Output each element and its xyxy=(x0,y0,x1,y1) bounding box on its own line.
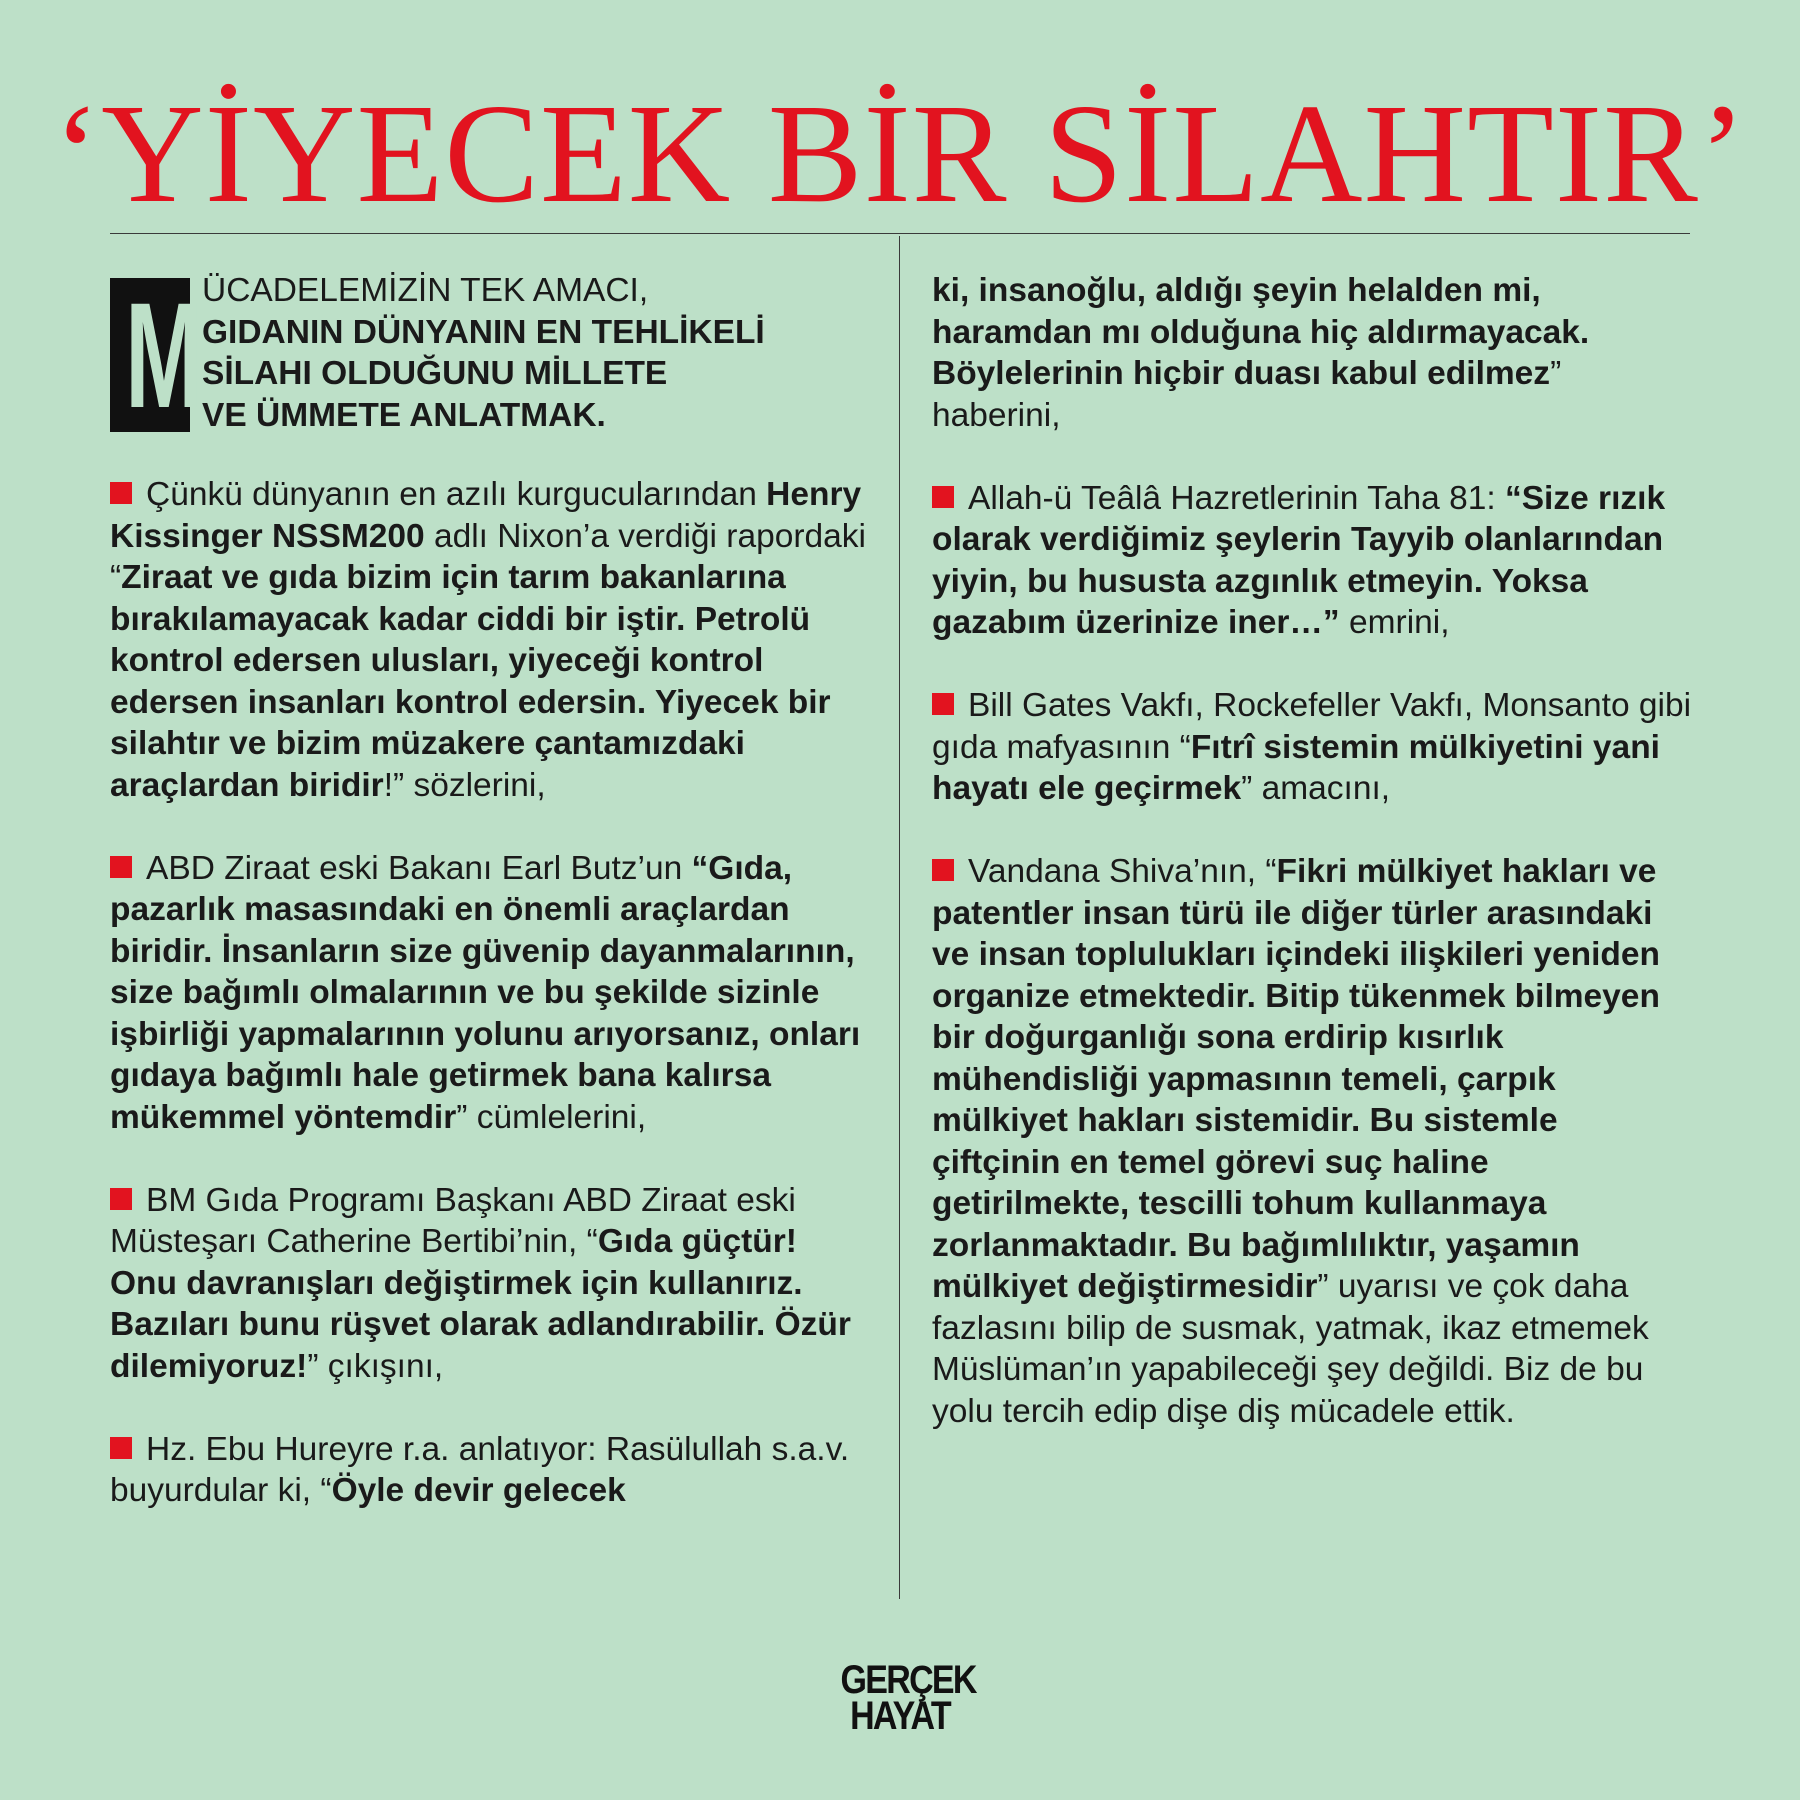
intro-bold-line: GIDANIN DÜNYANIN EN TEHLİKELİ xyxy=(202,313,765,351)
text: Vandana Shiva’nın, “ xyxy=(968,853,1277,890)
text: Bill Gates Vakfı, Rockefeller Vakfı, Monsanto gibi gıda mafyasının “ xyxy=(932,687,1692,766)
text: Allah-ü Teâlâ Hazretlerinin Taha 81: xyxy=(968,479,1505,517)
text: emrini, xyxy=(1339,604,1450,641)
logo-line: GERÇEK xyxy=(840,1658,976,1702)
drop-cap-letter: M xyxy=(125,271,203,439)
intro-bold-line: SİLAHI OLDUĞUNU MİLLETE xyxy=(202,355,668,392)
bullet-square-icon xyxy=(932,859,954,881)
left-column xyxy=(110,270,870,1553)
text: ” amacını, xyxy=(1241,770,1391,807)
gercek-hayat-logo xyxy=(830,1658,976,1738)
paragraph-kissinger xyxy=(110,474,870,806)
page-title: ‘YİYECEK BİR SİLAHTIR’ xyxy=(52,74,1748,232)
paragraph-hadith xyxy=(110,1429,870,1512)
intro-line: ÜCADELEMİZİN TEK AMACI, xyxy=(202,272,649,309)
text: Hz. Ebu Hureyre r.a. anlatıyor: Rasülullah s.a.v. buyurdular ki, “ xyxy=(110,1430,850,1509)
bullet-square-icon xyxy=(110,1188,132,1210)
bullet-square-icon xyxy=(110,482,132,504)
drop-cap xyxy=(110,271,203,439)
quote-text: Ziraat ve gıda bizim için tarım bakanlarına bırakılamayacak kadar ciddi bir iştir. Petrolü kontrol edersen ulusları, yiyeceği kontrol edersen insanları kontrol edersin. Yiyecek bir silahtır ve bizim müzakere çantamızdaki araçlardan biridir xyxy=(110,559,831,804)
paragraph-foundations xyxy=(932,685,1692,810)
text: ” uyarısı ve çok daha fazlasını bilip de susmak, yatmak, ikaz etmemek Müslüman’ın yapabileceği şey değildi. Biz de bu yolu tercih edip dişe diş mücadele ettik. xyxy=(932,1268,1649,1430)
text: !” sözlerini, xyxy=(383,766,546,804)
intro-block xyxy=(110,270,870,439)
quote-text: Fıtrî sistemin mülkiyetini yani hayatı ele geçirmek xyxy=(932,728,1660,807)
paragraph-butz xyxy=(110,848,870,1139)
quote-text: ki, insanoğlu, aldığı şeyin helalden mi, haramdan mı olduğuna hiç aldırmayacak. Böylelerinin hiçbir duası kabul edilmez xyxy=(932,272,1590,392)
paragraph-bertibi xyxy=(110,1180,870,1388)
bullet-square-icon xyxy=(932,693,954,715)
logo-line: HAYAT xyxy=(850,1694,950,1738)
quote-text: Gıda güçtür! Onu davranışları değiştirmek için kullanırız. Bazıları bunu rüşvet olarak adlandırabilir. Özür dilemiyoruz! xyxy=(110,1223,851,1385)
intro-bold-line: VE ÜMMETE ANLATMAK. xyxy=(202,396,606,434)
title-divider xyxy=(110,233,1690,234)
quote-text: “Size rızık olarak verdiğimiz şeylerin Tayyib olanlarından yiyin, bu hususta azgınlık etmeyin. Yoksa gazabım üzerinize iner…” xyxy=(932,479,1666,641)
text: ” çıkışını, xyxy=(307,1347,444,1385)
quote-text: Öyle devir gelecek xyxy=(331,1472,626,1509)
quote-text: Fikri mülkiyet hakları ve patentler insan türü ile diğer türler arasındaki ve insan toplulukları içindeki ilişkileri yeniden organize etmektedir. Bitip tükenmek bilmeyen bir doğurganlığı sona erdirip kısırlık mühendisliği yapmasının temeli, çarpık mülkiyet hakları sistemidir. Bu sistemle çiftçinin en temel görevi suç haline getirilmekte, tescilli tohum kullanmaya zorlanmaktadır. Bu bağımlılıktır, yaşamın mülkiyet değiştirmesidir xyxy=(932,853,1660,1305)
bullet-square-icon xyxy=(932,486,954,508)
paragraph-taha xyxy=(932,478,1692,644)
text: adlı Nixon’a verdiği rapordaki “ xyxy=(110,517,866,596)
paragraph-shiva xyxy=(932,851,1692,1432)
text: ” haberini, xyxy=(932,355,1562,434)
column-divider xyxy=(899,236,900,1599)
text: Çünkü dünyanın en azılı kurgucularından xyxy=(146,476,767,513)
paragraph-hadith-continued xyxy=(932,270,1692,436)
intro-text xyxy=(202,270,862,436)
bullet-square-icon xyxy=(110,856,132,878)
bold-text: Henry Kissinger NSSM200 xyxy=(110,476,862,555)
right-column xyxy=(932,270,1692,1474)
bullet-square-icon xyxy=(110,1437,132,1459)
text: BM Gıda Programı Başkanı ABD Ziraat eski Müsteşarı Catherine Bertibi’nin, “ xyxy=(110,1181,796,1260)
quote-text: “Gıda, pazarlık masasındaki en önemli araçlardan biridir. İnsanların size güvenip dayanmalarının, size bağımlı olmalarının ve bu şekilde sizinle işbirliği yapmalarının yolunu arıyorsanız, onları gıdaya bağımlı hale getirmek bana kalırsa mükemmel yöntemdir xyxy=(110,849,861,1136)
text: ABD Ziraat eski Bakanı Earl Butz’un xyxy=(146,849,692,887)
text: ” cümlelerini, xyxy=(456,1098,647,1136)
